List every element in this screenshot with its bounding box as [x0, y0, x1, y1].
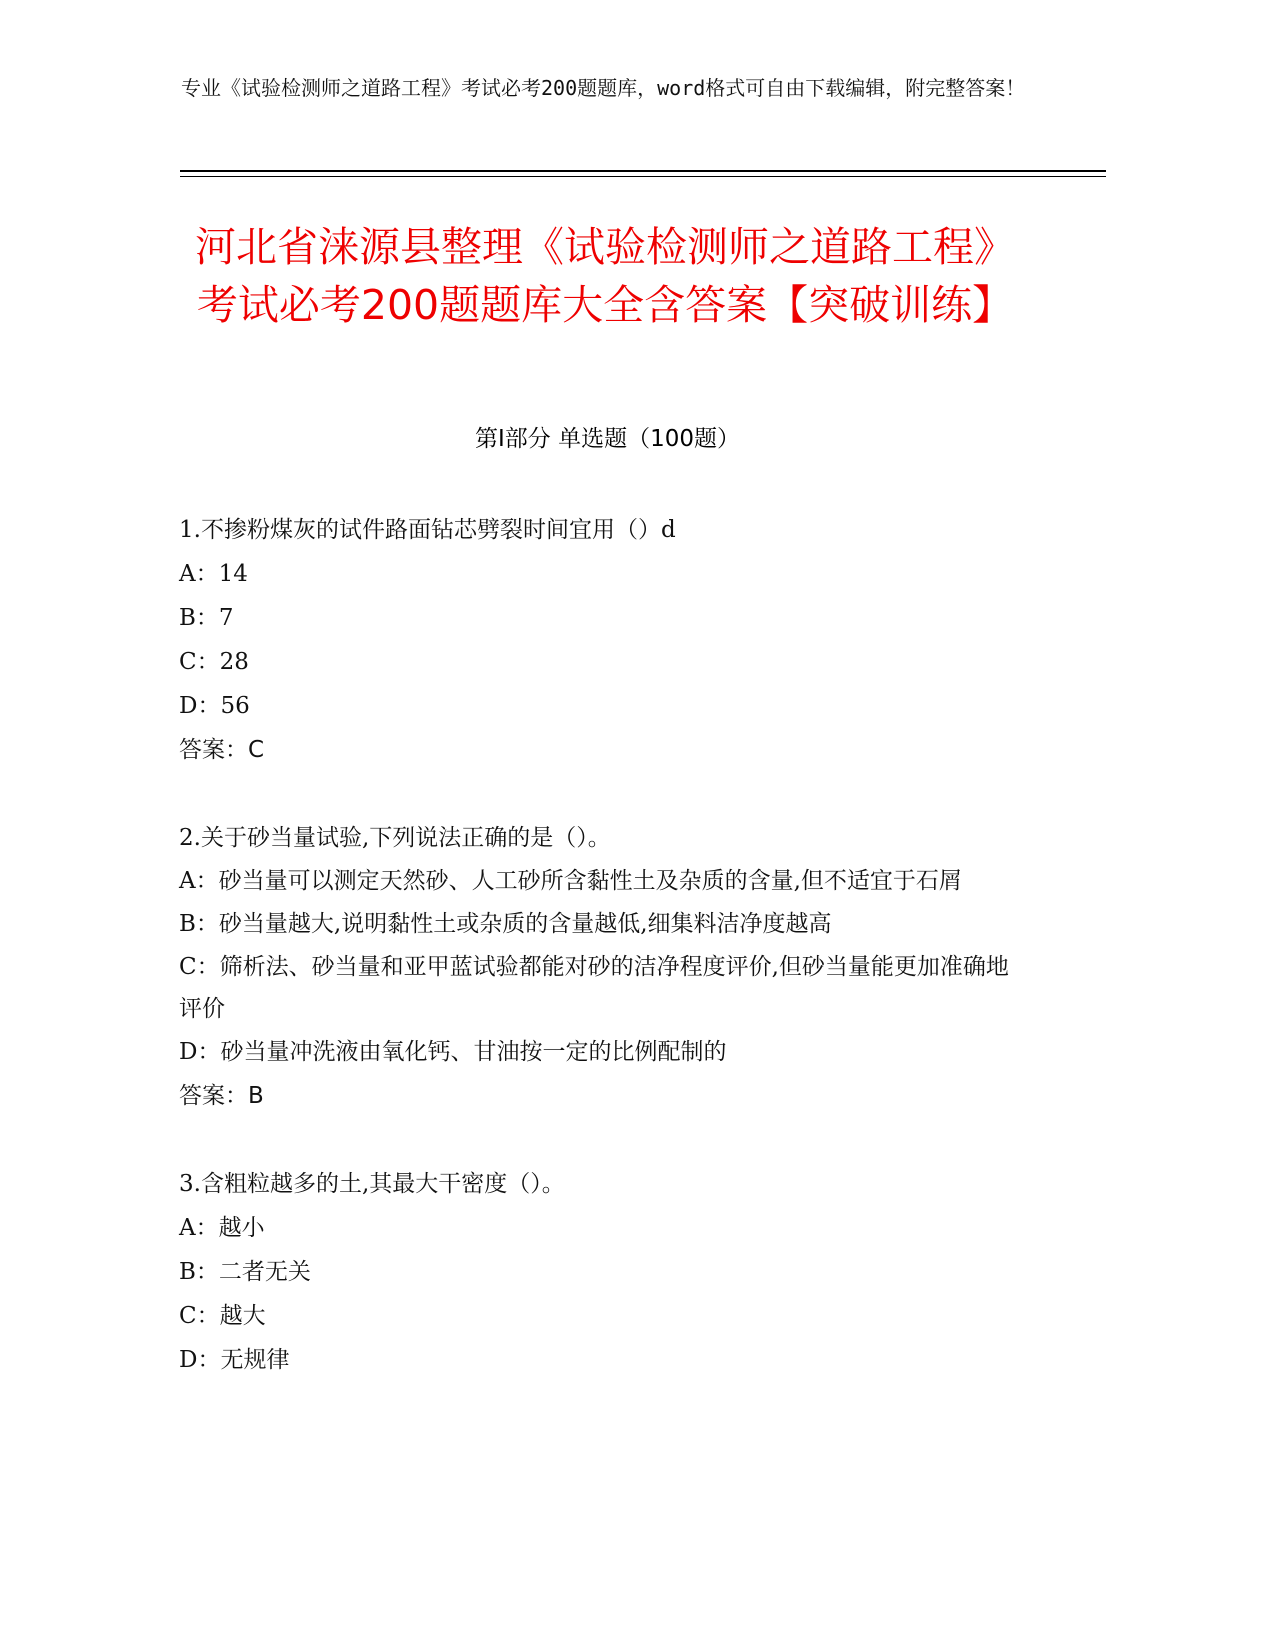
option-c: C：28 [179, 649, 249, 675]
section-title: 第Ⅰ部分 单选题（100题） [475, 426, 740, 452]
option-d: D：砂当量冲洗液由氧化钙、甘油按一定的比例配制的 [179, 1039, 727, 1065]
question-3 [179, 1162, 1019, 1382]
option-b: B：7 [179, 605, 234, 631]
option-c: C：筛析法、砂当量和亚甲蓝试验都能对砂的洁净程度评价,但砂当量能更加准确地评价 [179, 954, 1009, 1022]
question-stem: 2.关于砂当量试验,下列说法正确的是（）。 [179, 825, 611, 851]
option-a: A：砂当量可以测定天然砂、人工砂所含黏性土及杂质的含量,但不适宜于石屑 [179, 868, 962, 894]
answer-line: 答案：C [179, 737, 265, 763]
answer-line: 答案：B [179, 1083, 264, 1109]
question-2 [179, 816, 1019, 1118]
option-a: A：越小 [179, 1215, 265, 1241]
option-b: B：砂当量越大,说明黏性土或杂质的含量越低,细集料洁净度越高 [179, 911, 832, 937]
question-stem: 1.不掺粉煤灰的试件路面钻芯劈裂时间宜用（）d [179, 517, 676, 543]
option-d: D：无规律 [179, 1347, 290, 1373]
option-d: D：56 [179, 693, 250, 719]
option-b: B：二者无关 [179, 1259, 311, 1285]
question-list [179, 508, 1019, 1426]
header-rule-thin [180, 176, 1106, 177]
question-1 [179, 508, 1019, 772]
header-rule-thick [180, 170, 1106, 172]
option-a: A：14 [179, 561, 248, 587]
header-note: 专业《试验检测师之道路工程》考试必考200题题库，word格式可自由下载编辑，附完整答案！ [181, 76, 1026, 100]
document-title: 河北省涞源县整理《试验检测师之道路工程》考试必考200题题库大全含答案【突破训练】 [195, 223, 1015, 329]
question-stem: 3.含粗粒越多的土,其最大干密度（）。 [179, 1171, 565, 1197]
option-c: C：越大 [179, 1303, 266, 1329]
